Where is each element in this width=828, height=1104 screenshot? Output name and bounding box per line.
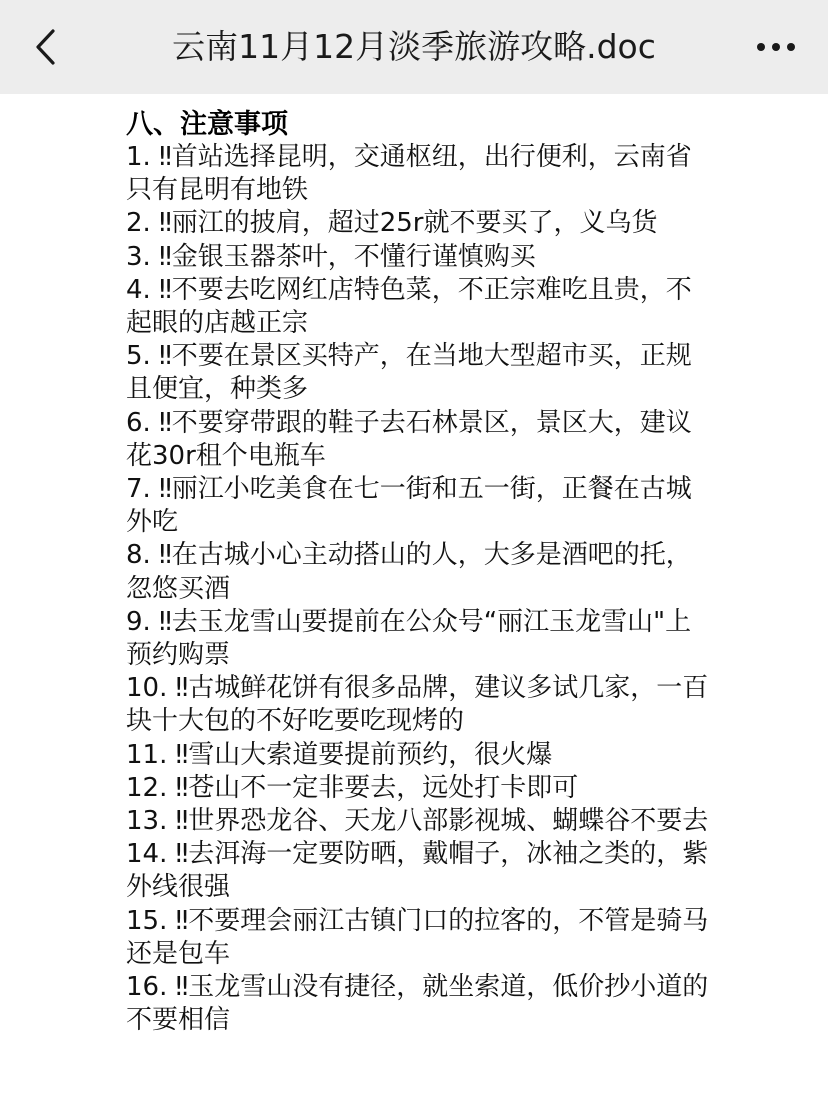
back-button[interactable]: [22, 22, 70, 72]
note-item: 16. ‼玉龙雪山没有捷径，就坐索道，低价抄小道的不要相信: [126, 972, 709, 1036]
note-item: 4. ‼不要去吃网红店特色菜，不正宗难吃且贵，不起眼的店越正宗: [126, 274, 692, 339]
note-item: 15. ‼不要理会丽江古镇门口的拉客的，不管是骑马还是包车: [126, 905, 709, 969]
note-item: 1. ‼首站选择昆明，交通枢纽，出行便利，云南省只有昆明有地铁: [126, 142, 692, 206]
note-item: 8. ‼在古城小心主动搭山的人，大多是酒吧的托，忽悠买酒: [126, 540, 692, 604]
note-item: 5. ‼不要在景区买特产，在当地大型超市买，正规且便宜，种类多: [126, 341, 692, 405]
section-heading: 八、注意事项: [126, 109, 288, 140]
note-item: 9. ‼去玉龙雪山要提前在公众号“丽江玉龙雪山"上预约购票: [126, 606, 692, 671]
note-item: 7. ‼丽江小吃美食在七一街和五一街，正餐在古城外吃: [126, 474, 692, 538]
note-item: 6. ‼不要穿带跟的鞋子去石林景区，景区大，建议花30r租个电瓶车: [126, 407, 692, 471]
note-item: 2. ‼丽江的披肩，超过25r就不要买了，义乌货: [126, 208, 658, 239]
more-options-button[interactable]: [752, 22, 800, 72]
note-item: 3. ‼金银玉器茶叶，不懂行谨慎购买: [126, 241, 536, 272]
note-item: 10. ‼古城鲜花饼有很多品牌，建议多试几家，一百块十大包的不好吃要吃现烤的: [126, 673, 709, 737]
notes-list: [126, 141, 716, 1037]
note-item: 13. ‼世界恐龙谷、天龙八部影视城、蝴蝶谷不要去: [126, 806, 709, 837]
more-dots-icon: [756, 42, 796, 52]
document-title: 云南11月12月淡季旅游攻略.doc: [172, 27, 656, 66]
note-item: 11. ‼雪山大索道要提前预约，很火爆: [126, 739, 553, 770]
chevron-left-icon: [33, 27, 59, 67]
document-content: [0, 94, 716, 1037]
note-item: 12. ‼苍山不一定非要去，远处打卡即可: [126, 772, 579, 803]
note-item: 14. ‼去洱海一定要防晒，戴帽子，冰袖之类的，紫外线很强: [126, 839, 709, 903]
navigation-bar: [0, 0, 828, 94]
